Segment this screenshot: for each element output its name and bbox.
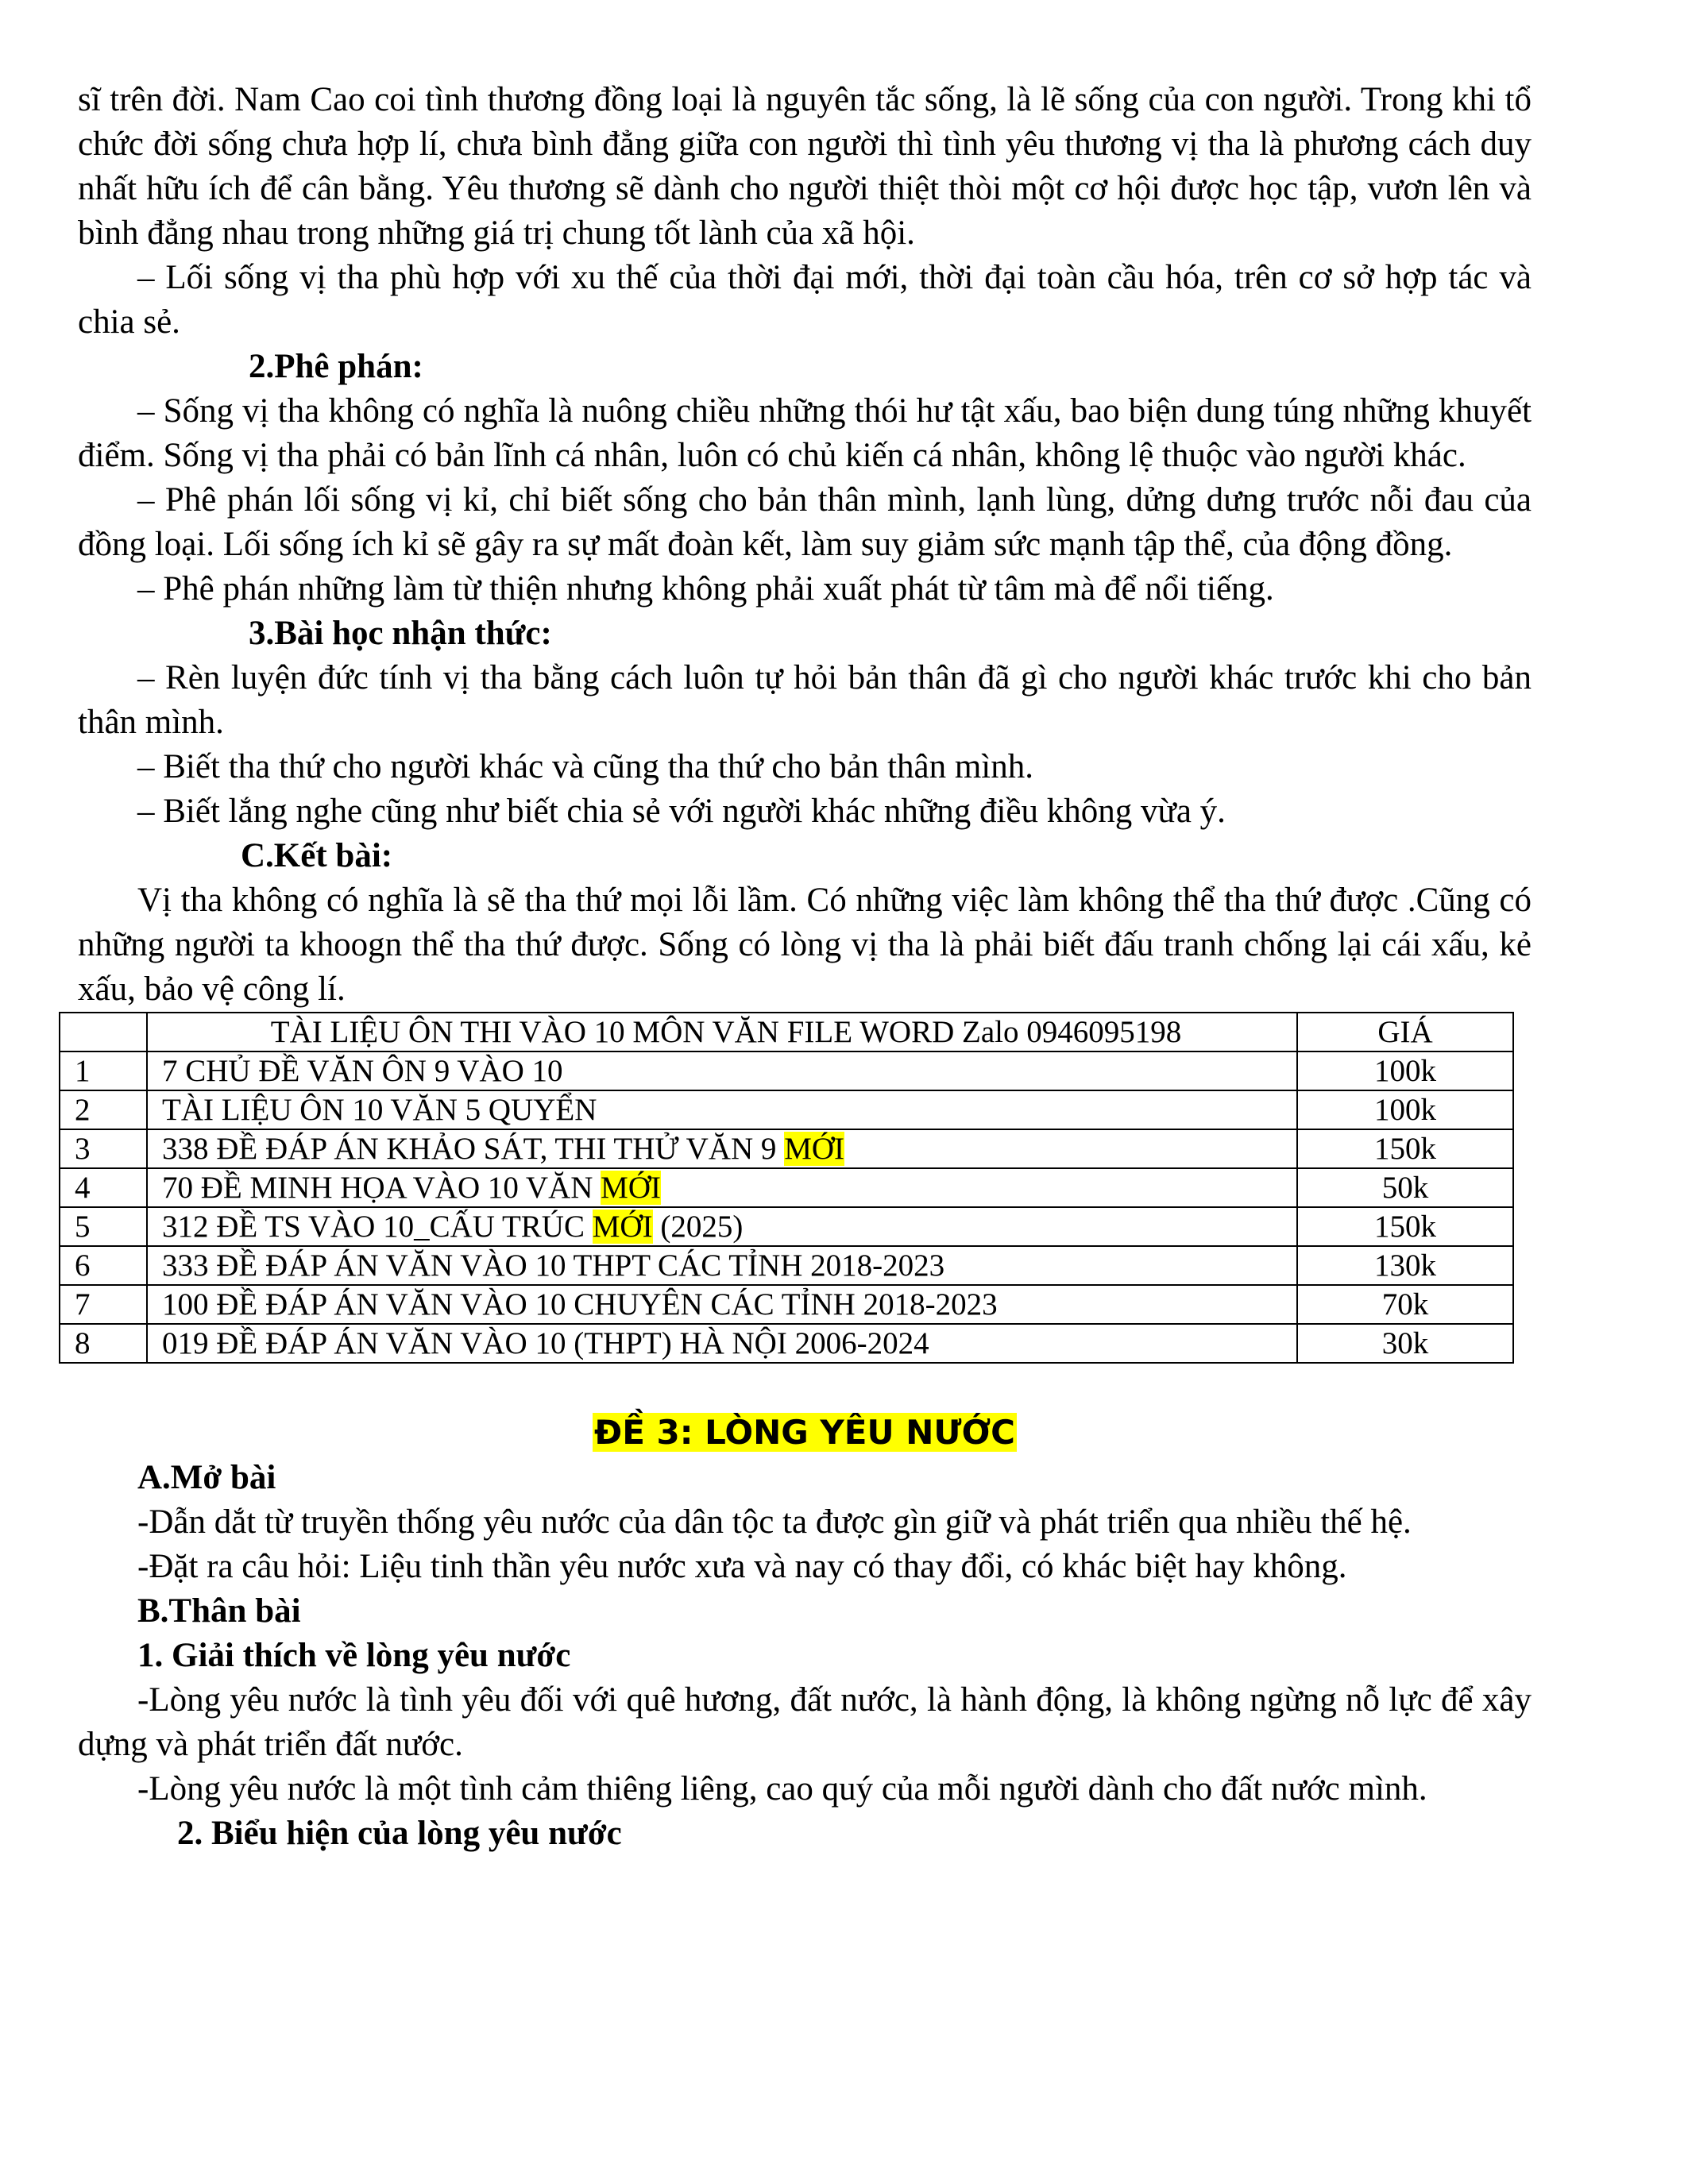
row-title-suffix: (2025): [652, 1209, 744, 1244]
row-title-text: 019 ĐỀ ĐÁP ÁN VĂN VÀO 10 (THPT) HÀ NỘI 2006-2024: [162, 1325, 929, 1360]
row-title-text: TÀI LIỆU ÔN 10 VĂN 5 QUYỂN: [162, 1092, 597, 1127]
row-num: 8: [60, 1324, 147, 1363]
table-row: [60, 1051, 1513, 1090]
header-title: TÀI LIỆU ÔN THI VÀO 10 MÔN VĂN FILE WORD Zalo 0946095198: [147, 1013, 1297, 1051]
phe-phan-item-1: – Sống vị tha không có nghĩa là nuông chiều những thói hư tật xấu, bao biện dung túng những khuyết điểm. Sống vị tha phải có bản lĩnh cá nhân, luôn có chủ kiến cá nhân, không lệ thuộc vào người khác.: [78, 392, 1532, 474]
table-row: [60, 1207, 1513, 1246]
heading-ket-bai: C.Kết bài:: [241, 837, 393, 874]
row-num: 4: [60, 1168, 147, 1207]
row-num: 3: [60, 1129, 147, 1168]
new-badge: MỚI: [592, 1209, 653, 1244]
new-badge: MỚI: [784, 1131, 845, 1166]
intro-line-3: tha là phương cách duy nhất hữu ích để cân bằng. Yêu thương sẽ dành cho người thiệt thòi: [78, 125, 1532, 207]
row-title: [147, 1285, 1297, 1324]
bai-hoc-item-3: – Biết lắng nghe cũng như biết chia sẻ với người khác những điều không vừa ý.: [137, 793, 1226, 830]
table-row: [60, 1324, 1513, 1363]
intro-line-2: Trong khi tổ chức đời sống chưa hợp lí, chưa bình đẳng giữa con người thì tình yêu thương vị: [78, 81, 1532, 163]
phe-phan-item-2: – Phê phán lối sống vị kỉ, chỉ biết sống cho bản thân mình, lạnh lùng, dửng dưng trước nỗi đau của đồng loại. Lối sống ích kỉ sẽ gây ra sự mất đoàn kết, làm suy giảm sức mạnh tập thể, của động đồng.: [78, 481, 1532, 563]
mo-bai-item-1: -Dẫn dắt từ truyền thống yêu nước của dân tộc ta được gìn giữ và phát triển qua nhiều thế hệ.: [137, 1503, 1412, 1541]
giai-thich-item-2: -Lòng yêu nước là một tình cảm thiêng liêng, cao quý của mỗi người dành cho đất nước mình.: [137, 1770, 1427, 1808]
giai-thich-item-1: -Lòng yêu nước là tình yêu đối với quê hương, đất nước, là hành động, là không ngừng nỗ lực để xây dựng và phát triển đất nước.: [78, 1681, 1532, 1763]
heading-mo-bai: A.Mở bài: [137, 1459, 276, 1496]
row-title: [147, 1090, 1297, 1129]
document-page: [75, 78, 1532, 1856]
intro-line-5: xã hội.: [821, 214, 915, 252]
bai-hoc-item-1: – Rèn luyện đức tính vị tha bằng cách luôn tự hỏi bản thân đã gì cho người khác trước khi cho bản thân mình.: [78, 659, 1532, 741]
heading-giai-thich: 1. Giải thích về lòng yêu nước: [137, 1637, 571, 1674]
row-title: [147, 1168, 1297, 1207]
row-title-text: 70 ĐỀ MINH HỌA VÀO 10 VĂN: [162, 1170, 601, 1205]
row-title-text: 7 CHỦ ĐỀ VĂN ÔN 9 VÀO 10: [162, 1053, 563, 1088]
price-table-header: [60, 1013, 1513, 1051]
row-num: 7: [60, 1285, 147, 1324]
intro-paragraph: [78, 78, 1532, 256]
header-price: GIÁ: [1297, 1013, 1513, 1051]
phe-phan-item-3: – Phê phán những làm từ thiện nhưng không phải xuất phát từ tâm mà để nổi tiếng.: [137, 570, 1274, 608]
price-table: [59, 1012, 1514, 1364]
bullet-trend: – Lối sống vị tha phù hợp với xu thế của thời đại mới, thời đại toàn cầu hóa, trên cơ sở hợp tác và chia sẻ.: [78, 259, 1532, 341]
heading-bai-hoc: 3.Bài học nhận thức:: [249, 615, 552, 652]
table-row: [60, 1285, 1513, 1324]
row-price: 100k: [1297, 1090, 1513, 1129]
de3-title: [78, 1410, 1532, 1456]
bai-hoc-item-2: – Biết tha thứ cho người khác và cũng tha thứ cho bản thân mình.: [137, 748, 1033, 785]
table-row: [60, 1246, 1513, 1285]
row-num: 6: [60, 1246, 147, 1285]
row-price: 50k: [1297, 1168, 1513, 1207]
row-title-text: 338 ĐỀ ĐÁP ÁN KHẢO SÁT, THI THỬ VĂN 9: [162, 1131, 785, 1166]
heading-phe-phan: 2.Phê phán:: [249, 348, 423, 385]
row-title-text: 312 ĐỀ TS VÀO 10_CẤU TRÚC: [162, 1209, 593, 1244]
row-price: 150k: [1297, 1129, 1513, 1168]
new-badge: MỚI: [601, 1170, 661, 1205]
row-title-text: 333 ĐỀ ĐÁP ÁN VĂN VÀO 10 THPT CÁC TỈNH 2018-2023: [162, 1248, 945, 1283]
row-title: [147, 1324, 1297, 1363]
row-price: 30k: [1297, 1324, 1513, 1363]
row-price: 130k: [1297, 1246, 1513, 1285]
row-price: 100k: [1297, 1051, 1513, 1090]
intro-line-1: sĩ trên đời. Nam Cao coi tình thương đồng loại là nguyên tắc sống, là lẽ sống của con người.: [78, 81, 1353, 118]
heading-bieu-hien: 2. Biểu hiện của lòng yêu nước: [177, 1815, 622, 1852]
header-num: [60, 1013, 147, 1051]
row-num: 5: [60, 1207, 147, 1246]
row-title: [147, 1207, 1297, 1246]
table-row: [60, 1090, 1513, 1129]
intro-line-4: một cơ hội được học tập, vươn lên và bình đẳng nhau trong những giá trị chung tốt lành của: [78, 170, 1532, 252]
table-row: [60, 1168, 1513, 1207]
table-row: [60, 1129, 1513, 1168]
mo-bai-item-2: -Đặt ra câu hỏi: Liệu tinh thần yêu nước xưa và nay có thay đổi, có khác biệt hay không.: [137, 1548, 1347, 1585]
row-title-text: 100 ĐỀ ĐÁP ÁN VĂN VÀO 10 CHUYÊN CÁC TỈNH 2018-2023: [162, 1287, 998, 1322]
ket-bai-text: Vị tha không có nghĩa là sẽ tha thứ mọi lỗi lầm. Có những việc làm không thể tha thứ được .Cũng có những người ta khoogn thể tha thứ được. Sống có lòng vị tha là phải biết đấu tranh chống lại cái xấu, kẻ xấu, bảo vệ công lí.: [78, 882, 1532, 1008]
row-title: [147, 1051, 1297, 1090]
row-num: 1: [60, 1051, 147, 1090]
row-price: 150k: [1297, 1207, 1513, 1246]
de3-title-text: ĐỀ 3: LÒNG YÊU NƯỚC: [594, 1413, 1015, 1452]
heading-than-bai: B.Thân bài: [137, 1592, 301, 1630]
row-title: [147, 1129, 1297, 1168]
row-num: 2: [60, 1090, 147, 1129]
row-price: 70k: [1297, 1285, 1513, 1324]
row-title: [147, 1246, 1297, 1285]
